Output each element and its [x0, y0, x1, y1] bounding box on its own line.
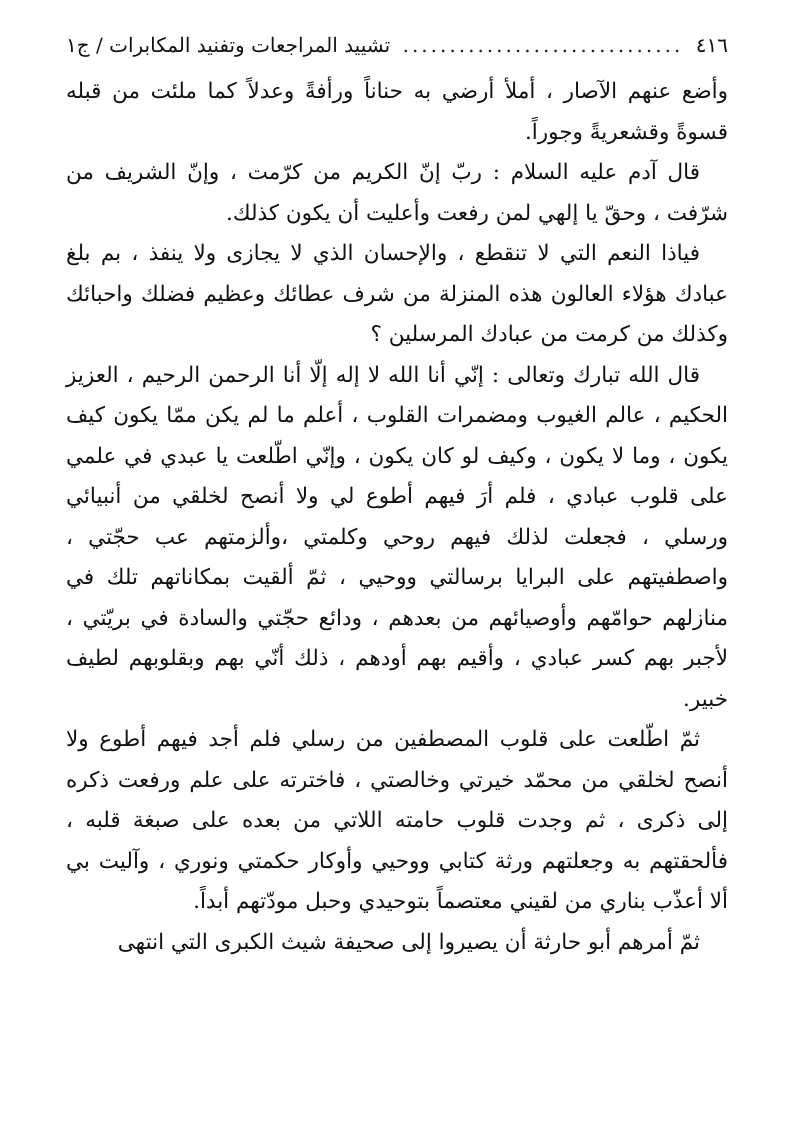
body-text — [66, 72, 728, 963]
page-number: ٤١٦ — [695, 33, 728, 57]
book-title: تشييد المراجعات وتفنيد المكابرات / ج١ — [66, 33, 391, 57]
paragraph-1: وأضع عنهم الآصار ، أملأ أرضي به حناناً ورأفةً وعدلاً كما ملئت من قبله قسوةً وقشعريةً وجوراً. — [66, 79, 728, 145]
paragraph-4: قال الله تبارك وتعالى : إنّي أنا الله لا إله إلّا أنا الرحمن الرحيم ، العزيز الحكيم ، عالم الغيوب ومضمرات القلوب ، أعلم ما لم يكن ممّا يكون كيف يكون ، وما لا يكون ، وكيف لو كان يكون ، وإنّي اطّلعت يا عبدي في علمي على قلوب عبادي ، فلم أرَ فيهم أطوع لي ولا أنصح لخلقي من أنبيائي ورسلي ، فجعلت لذلك فيهم روحي وكلمتي ،وألزمتهم عب حجّتي ، واصطفيتهم على البرايا برسالتي ووحيي ، ثمّ ألقيت بمكاناتهم تلك في منازلهم حوامّهم وأوصيائهم من بعدهم ، ودائع حجّتي والسادة في بريّتي ، لأجبر بهم كسر عبادي ، وأقيم بهم أودهم ، ذلك أنّي بهم وبقلوبهم لطيف خبير. — [66, 362, 728, 712]
paragraph-5: ثمّ اطّلعت على قلوب المصطفين من رسلي فلم أجد فيهم أطوع ولا أنصح لخلقي من محمّد خيرتي وخالصتي ، فاخترته على علم ورفعت ذكره إلى ذكرى ، ثم وجدت قلوب حامته اللاتي من بعده على صبغة قلبه ، فألحقتهم به وجعلتهم ورثة كتابي ووحيي وأوكار حكمتي ونوري ، وآليت بي ألا أعذّب بناري من لقيني معتصماً بتوحيدي وحبل مودّتهم أبداً. — [66, 727, 728, 914]
running-header — [66, 28, 728, 62]
paragraph-3: فياذا النعم التي لا تنقطع ، والإحسان الذي لا يجازى ولا ينفذ ، بم بلغ عبادك هؤلاء العالون هذه المنزلة من شرف عطائك وعظيم فضلك واحبائك وكذلك من كرمت من عبادك المرسلين ؟ — [66, 241, 728, 347]
paragraph-6: ثمّ أمرهم أبو حارثة أن يصيروا إلى صحيفة شيث الكبرى التي انتهى — [117, 929, 700, 955]
paragraph-2: قال آدم عليه السلام : ربّ إنّ الكريم من كرّمت ، وإنّ الشريف من شرّفت ، وحقّ يا إلهي لمن رفعت وأعليت أن يكون كذلك. — [66, 160, 728, 226]
book-page — [66, 28, 728, 1108]
header-dot-leader: .............................. — [402, 33, 684, 57]
